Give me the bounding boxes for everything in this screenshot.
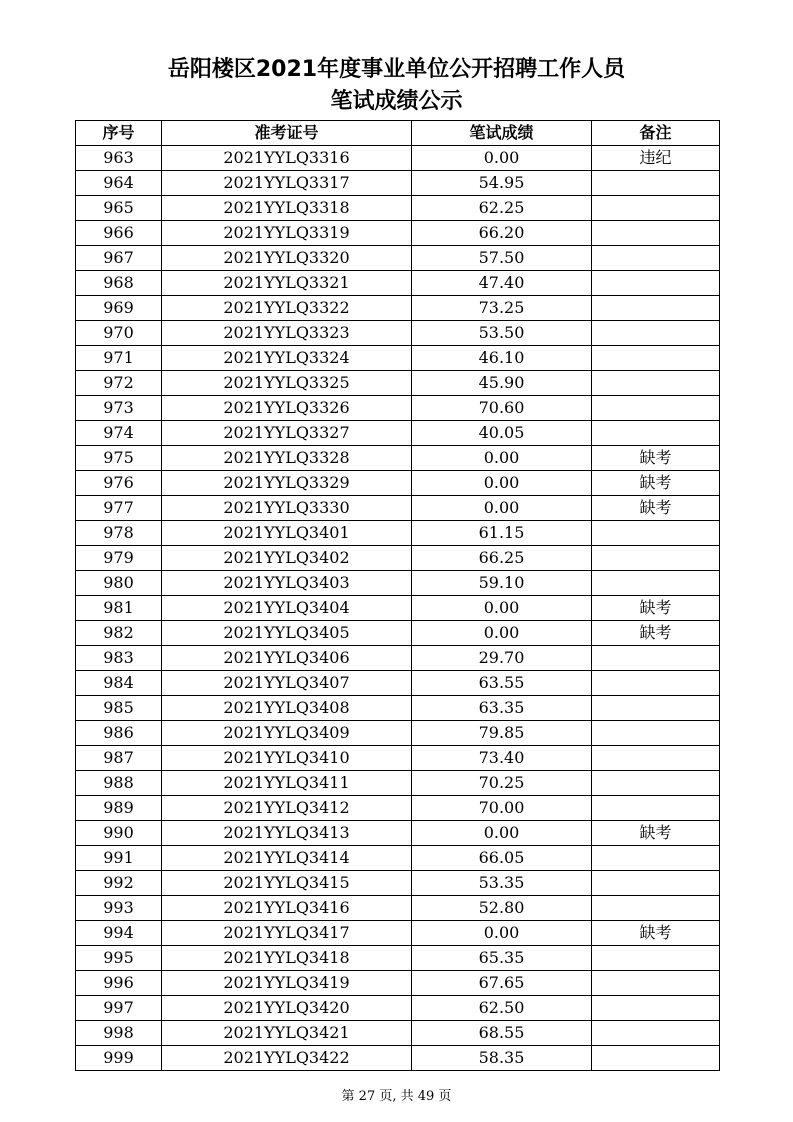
table-row	[76, 1046, 720, 1071]
cell-note	[592, 671, 720, 696]
cell-index: 978	[76, 521, 162, 546]
cell-note	[592, 246, 720, 271]
page-footer: 第 27 页, 共 49 页	[341, 1089, 452, 1104]
cell-exam-id: 2021YYLQ3417	[162, 921, 412, 946]
table-row	[76, 321, 720, 346]
cell-index: 998	[76, 1021, 162, 1046]
cell-score: 40.05	[412, 421, 592, 446]
table-row	[76, 546, 720, 571]
table-row	[76, 646, 720, 671]
cell-note: 违纪	[592, 146, 720, 171]
cell-score: 63.55	[412, 671, 592, 696]
header-score: 笔试成绩	[412, 121, 592, 146]
cell-note	[592, 221, 720, 246]
table-row	[76, 196, 720, 221]
cell-score: 62.50	[412, 996, 592, 1021]
cell-index: 969	[76, 296, 162, 321]
cell-note: 缺考	[592, 596, 720, 621]
cell-note	[592, 846, 720, 871]
cell-score: 0.00	[412, 821, 592, 846]
cell-index: 983	[76, 646, 162, 671]
cell-score: 61.15	[412, 521, 592, 546]
cell-note	[592, 196, 720, 221]
cell-note	[592, 646, 720, 671]
cell-note	[592, 546, 720, 571]
cell-index: 970	[76, 321, 162, 346]
table-row	[76, 796, 720, 821]
cell-index: 995	[76, 946, 162, 971]
cell-note	[592, 996, 720, 1021]
cell-note	[592, 346, 720, 371]
cell-score: 53.50	[412, 321, 592, 346]
cell-index: 971	[76, 346, 162, 371]
cell-score: 70.25	[412, 771, 592, 796]
cell-index: 990	[76, 821, 162, 846]
cell-index: 986	[76, 721, 162, 746]
table-row	[76, 971, 720, 996]
table-row	[76, 346, 720, 371]
page-subtitle: 笔试成绩公示	[330, 89, 463, 114]
cell-index: 976	[76, 471, 162, 496]
cell-index: 985	[76, 696, 162, 721]
cell-note: 缺考	[592, 471, 720, 496]
table-row	[76, 771, 720, 796]
cell-index: 993	[76, 896, 162, 921]
cell-score: 79.85	[412, 721, 592, 746]
table-row	[76, 371, 720, 396]
table-row	[76, 396, 720, 421]
cell-score: 73.40	[412, 746, 592, 771]
cell-note	[592, 571, 720, 596]
cell-index: 979	[76, 546, 162, 571]
cell-score: 70.60	[412, 396, 592, 421]
cell-index: 974	[76, 421, 162, 446]
cell-score: 45.90	[412, 371, 592, 396]
cell-score: 54.95	[412, 171, 592, 196]
cell-index: 977	[76, 496, 162, 521]
cell-score: 66.05	[412, 846, 592, 871]
table-row	[76, 471, 720, 496]
cell-score: 70.00	[412, 796, 592, 821]
table-row	[76, 746, 720, 771]
cell-exam-id: 2021YYLQ3318	[162, 196, 412, 221]
cell-exam-id: 2021YYLQ3418	[162, 946, 412, 971]
cell-exam-id: 2021YYLQ3401	[162, 521, 412, 546]
cell-exam-id: 2021YYLQ3414	[162, 846, 412, 871]
cell-exam-id: 2021YYLQ3326	[162, 396, 412, 421]
cell-exam-id: 2021YYLQ3404	[162, 596, 412, 621]
cell-score: 57.50	[412, 246, 592, 271]
cell-exam-id: 2021YYLQ3422	[162, 1046, 412, 1071]
cell-index: 972	[76, 371, 162, 396]
cell-note	[592, 396, 720, 421]
table-row	[76, 946, 720, 971]
table-row	[76, 846, 720, 871]
score-table	[75, 120, 720, 1071]
cell-exam-id: 2021YYLQ3322	[162, 296, 412, 321]
cell-index: 997	[76, 996, 162, 1021]
table-row	[76, 671, 720, 696]
cell-exam-id: 2021YYLQ3323	[162, 321, 412, 346]
cell-exam-id: 2021YYLQ3320	[162, 246, 412, 271]
cell-exam-id: 2021YYLQ3402	[162, 546, 412, 571]
cell-score: 58.35	[412, 1046, 592, 1071]
cell-index: 964	[76, 171, 162, 196]
cell-index: 987	[76, 746, 162, 771]
cell-score: 0.00	[412, 596, 592, 621]
cell-note: 缺考	[592, 821, 720, 846]
cell-index: 999	[76, 1046, 162, 1071]
cell-score: 68.55	[412, 1021, 592, 1046]
table-row	[76, 271, 720, 296]
cell-index: 982	[76, 621, 162, 646]
cell-note	[592, 946, 720, 971]
table-body	[76, 146, 720, 1071]
header-note: 备注	[592, 121, 720, 146]
cell-exam-id: 2021YYLQ3330	[162, 496, 412, 521]
table-row	[76, 921, 720, 946]
cell-exam-id: 2021YYLQ3328	[162, 446, 412, 471]
cell-score: 0.00	[412, 621, 592, 646]
cell-index: 992	[76, 871, 162, 896]
cell-exam-id: 2021YYLQ3406	[162, 646, 412, 671]
cell-index: 966	[76, 221, 162, 246]
table-row	[76, 296, 720, 321]
cell-index: 973	[76, 396, 162, 421]
cell-exam-id: 2021YYLQ3420	[162, 996, 412, 1021]
cell-score: 0.00	[412, 471, 592, 496]
cell-index: 965	[76, 196, 162, 221]
cell-index: 994	[76, 921, 162, 946]
cell-index: 963	[76, 146, 162, 171]
cell-index: 984	[76, 671, 162, 696]
cell-note	[592, 421, 720, 446]
cell-index: 989	[76, 796, 162, 821]
cell-exam-id: 2021YYLQ3321	[162, 271, 412, 296]
cell-note	[592, 171, 720, 196]
table-row	[76, 421, 720, 446]
cell-score: 46.10	[412, 346, 592, 371]
cell-exam-id: 2021YYLQ3407	[162, 671, 412, 696]
cell-index: 980	[76, 571, 162, 596]
table-row	[76, 721, 720, 746]
cell-note	[592, 746, 720, 771]
cell-exam-id: 2021YYLQ3403	[162, 571, 412, 596]
cell-note	[592, 271, 720, 296]
cell-note: 缺考	[592, 621, 720, 646]
cell-index: 975	[76, 446, 162, 471]
cell-note	[592, 521, 720, 546]
cell-note	[592, 296, 720, 321]
cell-note: 缺考	[592, 446, 720, 471]
table-row	[76, 996, 720, 1021]
cell-score: 0.00	[412, 921, 592, 946]
cell-score: 63.35	[412, 696, 592, 721]
page-title: 岳阳楼区2021年度事业单位公开招聘工作人员	[167, 57, 626, 82]
table-row	[76, 871, 720, 896]
table-row	[76, 696, 720, 721]
table-row	[76, 596, 720, 621]
cell-exam-id: 2021YYLQ3329	[162, 471, 412, 496]
table-row	[76, 171, 720, 196]
cell-exam-id: 2021YYLQ3411	[162, 771, 412, 796]
cell-score: 62.25	[412, 196, 592, 221]
cell-score: 66.20	[412, 221, 592, 246]
table-row	[76, 446, 720, 471]
cell-index: 967	[76, 246, 162, 271]
cell-score: 65.35	[412, 946, 592, 971]
cell-note: 缺考	[592, 921, 720, 946]
cell-exam-id: 2021YYLQ3327	[162, 421, 412, 446]
table-row	[76, 896, 720, 921]
cell-exam-id: 2021YYLQ3413	[162, 821, 412, 846]
cell-exam-id: 2021YYLQ3416	[162, 896, 412, 921]
table-row	[76, 821, 720, 846]
cell-score: 67.65	[412, 971, 592, 996]
cell-note	[592, 721, 720, 746]
cell-index: 981	[76, 596, 162, 621]
cell-score: 29.70	[412, 646, 592, 671]
cell-exam-id: 2021YYLQ3325	[162, 371, 412, 396]
table-header-row	[76, 121, 720, 146]
header-exam-id: 准考证号	[162, 121, 412, 146]
cell-note	[592, 771, 720, 796]
cell-exam-id: 2021YYLQ3316	[162, 146, 412, 171]
table-row	[76, 246, 720, 271]
cell-exam-id: 2021YYLQ3415	[162, 871, 412, 896]
cell-note	[592, 696, 720, 721]
cell-score: 59.10	[412, 571, 592, 596]
cell-score: 73.25	[412, 296, 592, 321]
table-row	[76, 571, 720, 596]
cell-note	[592, 1021, 720, 1046]
cell-score: 53.35	[412, 871, 592, 896]
cell-score: 66.25	[412, 546, 592, 571]
cell-exam-id: 2021YYLQ3324	[162, 346, 412, 371]
cell-note	[592, 896, 720, 921]
cell-index: 968	[76, 271, 162, 296]
table-row	[76, 1021, 720, 1046]
cell-exam-id: 2021YYLQ3405	[162, 621, 412, 646]
cell-note: 缺考	[592, 496, 720, 521]
table-row	[76, 621, 720, 646]
cell-index: 996	[76, 971, 162, 996]
cell-exam-id: 2021YYLQ3412	[162, 796, 412, 821]
cell-index: 991	[76, 846, 162, 871]
cell-note	[592, 871, 720, 896]
cell-note	[592, 371, 720, 396]
cell-score: 0.00	[412, 146, 592, 171]
cell-exam-id: 2021YYLQ3408	[162, 696, 412, 721]
cell-note	[592, 971, 720, 996]
cell-score: 52.80	[412, 896, 592, 921]
cell-index: 988	[76, 771, 162, 796]
table-row	[76, 521, 720, 546]
cell-exam-id: 2021YYLQ3409	[162, 721, 412, 746]
table-row	[76, 496, 720, 521]
cell-score: 0.00	[412, 496, 592, 521]
cell-score: 47.40	[412, 271, 592, 296]
table-row	[76, 221, 720, 246]
cell-note	[592, 796, 720, 821]
cell-note	[592, 1046, 720, 1071]
header-index: 序号	[76, 121, 162, 146]
cell-exam-id: 2021YYLQ3317	[162, 171, 412, 196]
table-row	[76, 146, 720, 171]
cell-score: 0.00	[412, 446, 592, 471]
cell-note	[592, 321, 720, 346]
cell-exam-id: 2021YYLQ3419	[162, 971, 412, 996]
cell-exam-id: 2021YYLQ3410	[162, 746, 412, 771]
cell-exam-id: 2021YYLQ3319	[162, 221, 412, 246]
cell-exam-id: 2021YYLQ3421	[162, 1021, 412, 1046]
